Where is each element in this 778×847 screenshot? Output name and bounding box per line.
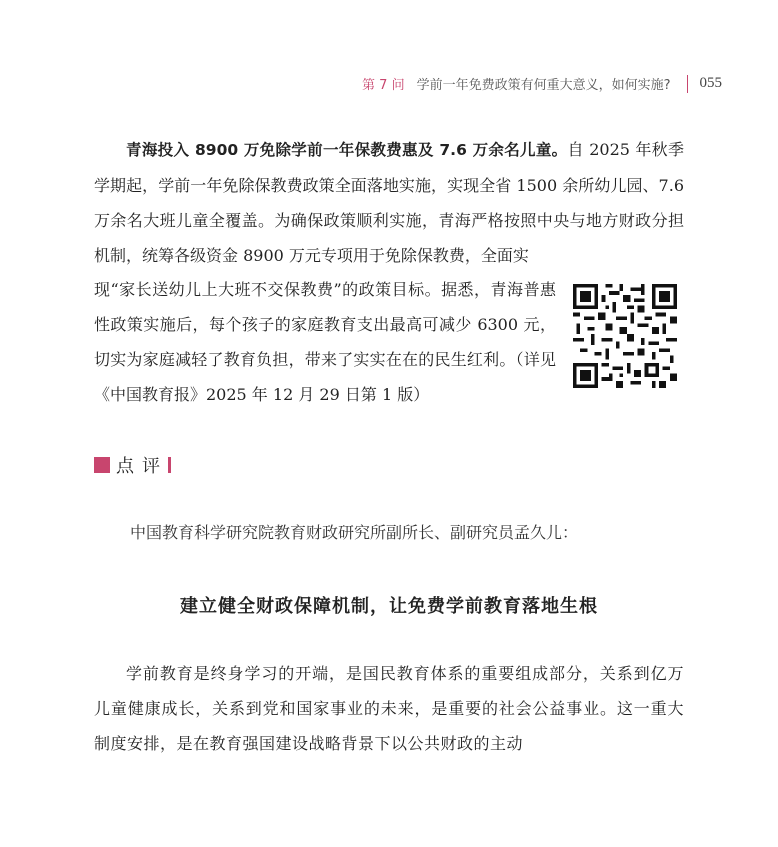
chapter-label: 第 7 问 <box>362 78 405 93</box>
article-paragraph-2: 现“家长送幼儿上大班不交保教费”的政策目标。据悉，青海普惠性政策实施后，每个孩子的家庭教育支出最高可减少 6300 元，切实为家庭减轻了教育负担，带来了实实在在的民生红利。（详见《中国教育报》2025 年 12 月 29 日第 1 版） <box>94 280 556 404</box>
header-divider <box>687 75 688 93</box>
section-marker-icon <box>94 457 110 473</box>
article-paragraph-1 <box>94 132 684 273</box>
page-number: 055 <box>699 75 722 91</box>
comment-byline: 中国教育科学研究院教育财政研究所副所长、副研究员孟久儿： <box>130 523 579 542</box>
section-label: 点评 <box>116 456 168 477</box>
comment-paragraph: 学前教育是终身学习的开端，是国民教育体系的重要组成部分，关系到亿万儿童健康成长，关系到党和国家事业的未来，是重要的社会公益事业。这一重大制度安排，是在教育强国建设战略背景下以公共财政的主动 <box>94 664 684 753</box>
chapter-title: 学前一年免费政策有何重大意义，如何实施? <box>416 78 671 93</box>
article-paragraph-1-text: 自 2025 年秋季学期起，学前一年免除保教费政策全面落地实施，实现全省 1500 余所幼儿园、7.6 万余名大班儿童全覆盖。为确保政策顺利实施，青海严格按照中央与地方财政分担机制，统筹各级资金 8900 万元专项用于免除保教费，全面实 <box>94 140 684 265</box>
comment-title: 建立健全财政保障机制，让免费学前教育落地生根 <box>180 596 598 617</box>
comment-section-header <box>94 452 171 478</box>
section-bar-icon <box>168 457 171 473</box>
qr-code-icon[interactable] <box>573 284 677 388</box>
article-lead: 青海投入 8900 万免除学前一年保教费惠及 7.6 万余名儿童。 <box>126 141 568 159</box>
running-header <box>362 74 722 93</box>
